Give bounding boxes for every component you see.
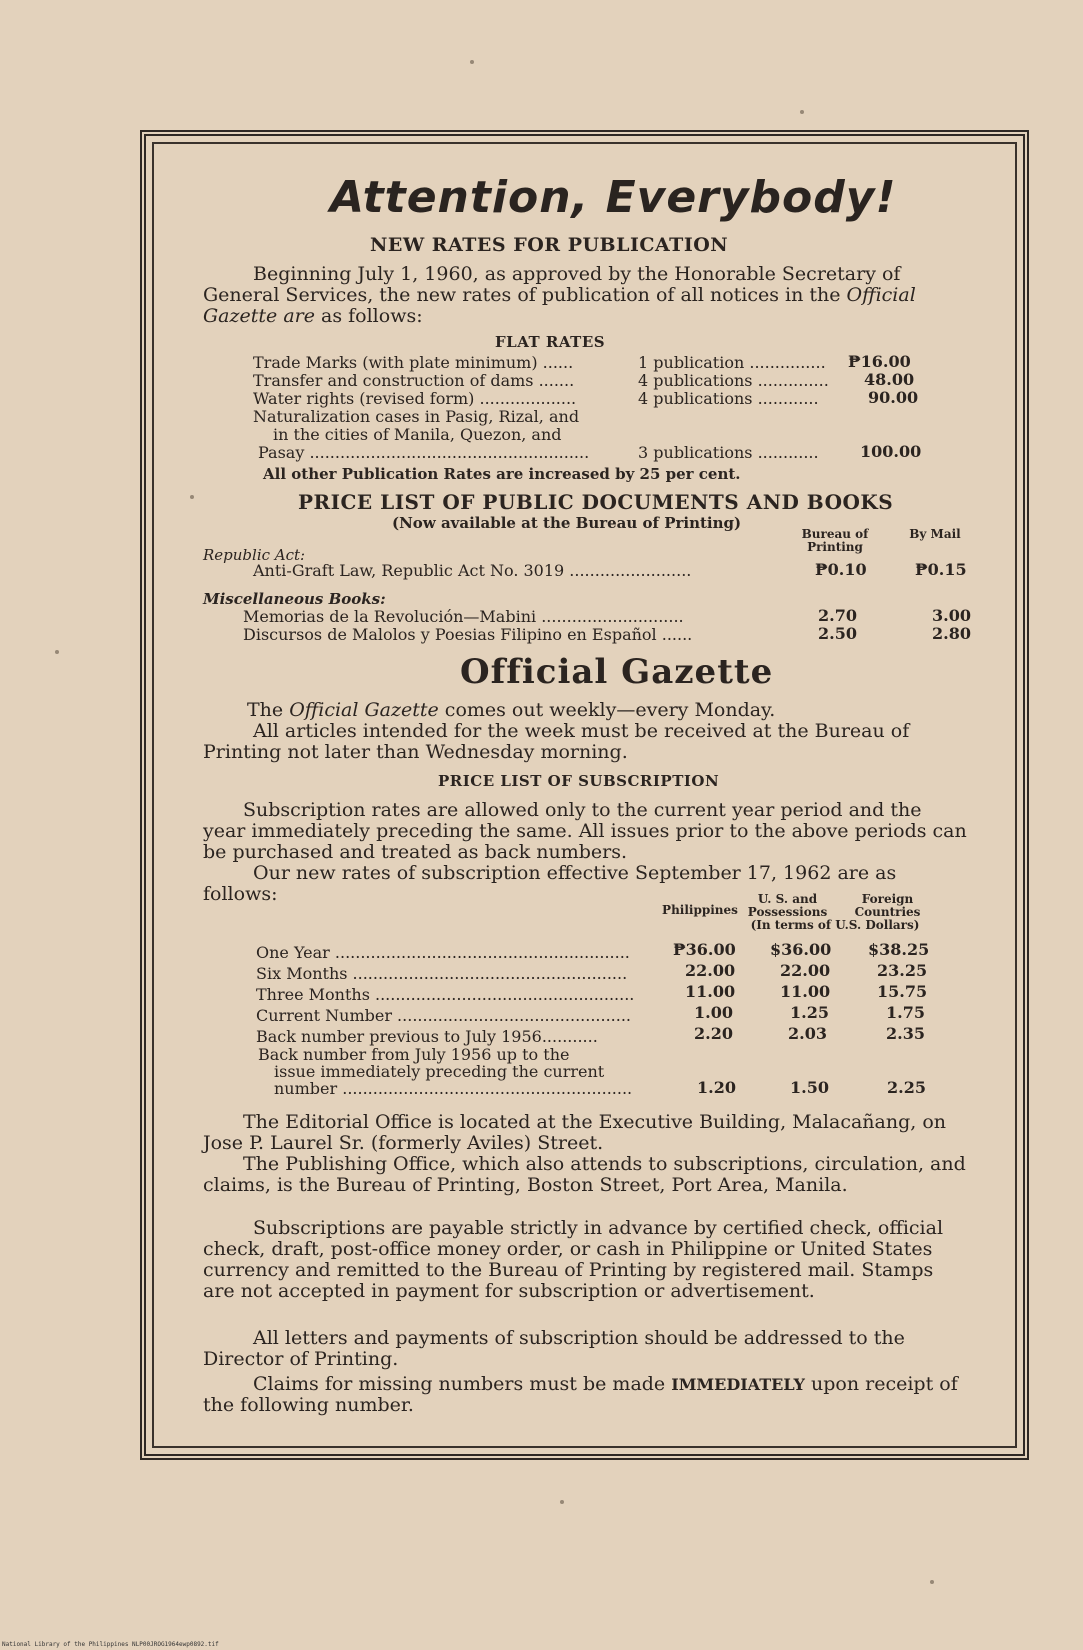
sub-row-us: 1.50	[790, 1078, 829, 1097]
gazette-text: The	[247, 699, 290, 721]
sub-row-ph: 1.20	[697, 1078, 736, 1097]
claims-emphasis: IMMEDIATELY	[671, 1375, 805, 1394]
subscription-title: PRICE LIST OF SUBSCRIPTION	[438, 772, 720, 790]
flat-rate-item: Trade Marks (with plate minimum) ......	[253, 353, 574, 372]
sub-row-ph: 11.00	[685, 982, 736, 1001]
subscription-para-1: Subscription rates are allowed only to the current year period and the year immediately preceding the same. All issues prior to the above periods can be purchased and treated as back numbers.	[203, 799, 967, 863]
sub-row-us: 1.25	[790, 1003, 829, 1022]
sub-col-foreign: Foreign Countries	[854, 892, 921, 919]
intro-italic: Official Gazette are	[203, 284, 916, 327]
scan-footer: National Library of the Philippines NLP00JROG1964ewp0892.tif	[2, 1641, 219, 1648]
flat-rate-item: Naturalization cases in Pasig, Rizal, and	[253, 407, 580, 426]
sub-row-label: Back number from July 1956 up to the	[258, 1045, 570, 1064]
gazette-text-end: comes out weekly—every Monday.	[438, 699, 776, 721]
column-header-bureau: Bureau of Printing	[801, 527, 869, 554]
paper-speck	[560, 1500, 564, 1504]
column-header-mail: By Mail	[909, 527, 961, 541]
claims-text-end: upon receipt of the following number.	[203, 1373, 958, 1416]
gazette-title: Official Gazette	[460, 652, 774, 692]
paper-speck	[930, 1580, 934, 1584]
sub-row-ph: 22.00	[685, 961, 736, 980]
sub-row-label: Back number previous to July 1956...........	[256, 1027, 598, 1046]
flat-rate-pubs: 1 publication ...............	[638, 353, 826, 372]
republic-act-heading: Republic Act:	[203, 546, 306, 564]
gazette-para-2: All articles intended for the week must be received at the Bureau of Printing not later than Wednesday morning.	[203, 720, 910, 763]
publishing-paragraph: The Publishing Office, which also attends to subscriptions, circulation, and claims, is the Bureau of Printing, Boston Street, Port Area, Manila.	[203, 1153, 966, 1196]
payment-paragraph: Subscriptions are payable strictly in advance by certified check, official check, draft, post-office money order, or cash in Philippine or United States currency and remitted to the Bureau of Printing by registered mail. Stamps are not accepted in payment for subscription or advertisement.	[203, 1217, 944, 1302]
sub-row-label: One Year ..........................................................	[256, 943, 630, 962]
misc-item: Discursos de Malolos y Poesias Filipino en Español ......	[243, 625, 693, 644]
misc-heading: Miscellaneous Books:	[203, 590, 386, 608]
sub-col-us: U. S. and Possessions	[747, 892, 828, 919]
sub-row-label: issue immediately preceding the current	[274, 1062, 605, 1081]
misc-item: Memorias de la Revolución—Mabini ............................	[243, 607, 684, 626]
sub-row-us: 2.03	[788, 1024, 827, 1043]
flat-rate-pubs: 4 publications ............	[638, 389, 819, 408]
sub-row-foreign: 2.35	[886, 1024, 925, 1043]
sub-row-foreign: 1.75	[886, 1003, 925, 1022]
headline: Attention, Everybody!	[330, 172, 897, 223]
price-list-subtitle: (Now available at the Bureau of Printing)	[392, 514, 742, 532]
sub-row-label: number .........................................................	[274, 1079, 633, 1098]
misc-bureau-price: 2.70	[818, 606, 857, 625]
flat-rate-value: 48.00	[864, 370, 915, 389]
claims-paragraph	[203, 1374, 967, 1416]
misc-mail-price: 3.00	[932, 606, 971, 625]
sub-row-label: Six Months ......................................................	[256, 964, 628, 983]
price-list-title: PRICE LIST OF PUBLIC DOCUMENTS AND BOOKS	[298, 490, 894, 514]
flat-rate-value: ₱16.00	[848, 352, 911, 371]
republic-act-mail-price: ₱0.15	[915, 560, 967, 579]
sub-row-ph: ₱36.00	[673, 940, 736, 959]
sub-row-label: Current Number ..............................................	[256, 1006, 632, 1025]
intro-paragraph	[203, 264, 967, 327]
flat-rates-title: FLAT RATES	[495, 333, 606, 351]
sub-row-us: 11.00	[780, 982, 831, 1001]
sub-row-foreign: 23.25	[877, 961, 928, 980]
editorial-paragraph: The Editorial Office is located at the Executive Building, Malacañang, on Jose P. Laurel Sr. (formerly Aviles) Street.	[203, 1111, 947, 1154]
sub-row-us: 22.00	[780, 961, 831, 980]
sub-row-foreign: 15.75	[877, 982, 928, 1001]
flat-rate-item: Transfer and construction of dams .......	[253, 371, 575, 390]
misc-mail-price: 2.80	[932, 624, 971, 643]
flat-rate-value: 100.00	[860, 442, 922, 461]
gazette-para-1	[203, 700, 967, 721]
intro-text-end: as follows:	[314, 305, 423, 327]
flat-rate-value: 90.00	[868, 388, 919, 407]
sub-row-ph: 2.20	[694, 1024, 733, 1043]
sub-row-foreign: $38.25	[868, 940, 930, 959]
paper-speck	[55, 650, 59, 654]
sub-col-note: (In terms of U.S. Dollars)	[750, 918, 920, 932]
sub-row-label: Three Months ...................................................	[256, 985, 635, 1004]
paper-speck	[800, 110, 804, 114]
republic-act-item: Anti-Graft Law, Republic Act No. 3019 ........................	[253, 561, 692, 580]
flat-rate-pubs: 4 publications ..............	[638, 371, 829, 390]
misc-bureau-price: 2.50	[818, 624, 857, 643]
republic-act-bureau-price: ₱0.10	[815, 560, 867, 579]
sub-col-ph: Philippines	[662, 903, 738, 917]
sub-row-us: $36.00	[770, 940, 832, 959]
flat-rate-item: in the cities of Manila, Quezon, and	[273, 425, 562, 444]
intro-text: Beginning July 1, 1960, as approved by the Honorable Secretary of General Services, the new rates of publication of all notices in the	[203, 263, 901, 306]
sub-row-ph: 1.00	[694, 1003, 733, 1022]
flat-rate-item: Water rights (revised form) ...................	[253, 389, 577, 408]
sub-row-foreign: 2.25	[887, 1078, 926, 1097]
gazette-italic: Official Gazette	[289, 699, 439, 721]
flat-rate-item: Pasay .......................................................	[258, 443, 590, 462]
flat-rates-note: All other Publication Rates are increased by 25 per cent.	[263, 465, 741, 483]
subscription-para-2: Our new rates of subscription effective September 17, 1962 are as follows:	[203, 862, 897, 905]
flat-rate-pubs: 3 publications ............	[638, 443, 819, 462]
paper-speck	[470, 60, 474, 64]
new-rates-title: NEW RATES FOR PUBLICATION	[370, 234, 729, 256]
claims-text: Claims for missing numbers must be made	[253, 1373, 672, 1395]
letters-paragraph: All letters and payments of subscription should be addressed to the Director of Printing.	[203, 1327, 905, 1370]
